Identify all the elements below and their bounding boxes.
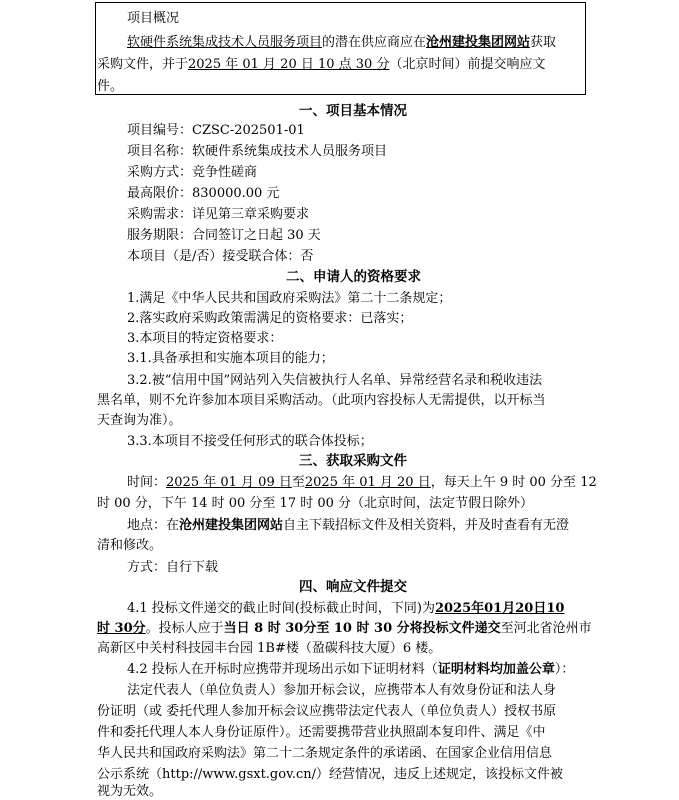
s4-p2-line: 公示系统（http://www.gsxt.gov.cn/）经营情况，违反上述规定，该投标文件被 (97, 767, 564, 782)
s3-place-line: 地点：在沧州建投集团网站自主下载招标文件及相关资料，并及时查看有无澄 (127, 518, 570, 533)
s1-item: 最高限价：830000.00 元 (127, 186, 280, 201)
s2-line: 3.1.具备承担和实施本项目的能力； (127, 351, 334, 366)
overview-project-name: 软硬件系统集成技术人员服务项目 (127, 35, 323, 50)
s1-item: 本项目（是/否）接受联合体：否 (127, 249, 314, 264)
section-2-heading: 二、申请人的资格要求 (286, 269, 421, 285)
overview-line-2: 采购文件，并于2025 年 01 月 20 日 10 点 30 分（北京时间）前提交响应文 (97, 57, 546, 72)
s4-p2-line: 视为无效。 (97, 784, 163, 799)
s2-line: 2.落实政府采购政策需满足的资格要求：已落实； (127, 311, 413, 326)
s4-deadline: 2025年01月20日10 (434, 601, 565, 616)
s1-item: 项目编号：CZSC-202501-01 (127, 123, 305, 138)
overview-site-link[interactable]: 沧州建投集团网站 (426, 35, 531, 50)
s2-line: 黑名单，则不允许参加本项目采购活动。（此项内容投标人无需提供，以开标当 (97, 393, 546, 408)
s4-p2-line: 件和委托代理人本人身份证原件）。还需要携带营业执照副本复印件、满足《中 (97, 725, 546, 740)
s1-item: 服务期限：合同签订之日起 30 天 (127, 228, 321, 243)
s3-time-line-2: 时 00 分，下午 14 时 00 分至 17 时 00 分（北京时间，法定节假日除外） (97, 496, 534, 511)
s3-method: 方式：自行下载 (127, 560, 219, 575)
s4-p2-line: 华人民共和国政府采购法》第二十二条规定条件的承诺函、在国家企业信用信息 (97, 746, 553, 761)
s2-line: 1.满足《中华人民共和国政府采购法》第二十二条规定； (127, 291, 452, 306)
s1-item: 采购方式：竞争性磋商 (127, 165, 258, 180)
s4-p1-line-1: 4.1 投标文件递交的截止时间(投标截止时间，下同)为2025年01月20日10 (127, 601, 565, 616)
overview-line-1: 软硬件系统集成技术人员服务项目的潜在供应商应在沧州建投集团网站获取 (127, 35, 557, 50)
s4-p1-line-3: 高新区中关村科技园丰台园 1B#楼（盈碳科技大厦）6 楼。 (97, 641, 442, 656)
s4-seal-note: 证明材料均加盖公章 (437, 662, 555, 677)
s1-item: 项目名称：软硬件系统集成技术人员服务项目 (127, 144, 388, 159)
s4-p1-line-2: 时 30分。投标人应于当日 8 时 30分至 10 时 30 分将投标文件递交至河北省沧州市 (97, 621, 592, 636)
s4-p2-line: 份证明（或 委托代理人参加开标会议应携带法定代表人（单位负责人）授权书原 (97, 704, 557, 719)
overview-deadline: 2025 年 01 月 20 日 10 点 30 分 (188, 57, 390, 72)
section-4-heading: 四、响应文件提交 (299, 579, 407, 595)
s2-line: 天查询为准）。 (97, 413, 182, 428)
overview-title: 项目概况 (127, 11, 180, 26)
overview-line-3: 件。 (97, 79, 124, 94)
s4-p2-line-1: 4.2 投标人在开标时应携带并现场出示如下证明材料（证明材料均加盖公章）： (127, 662, 575, 677)
s4-p2-line: 法定代表人（单位负责人）参加开标会议，应携带本人有效身份证和法人身 (127, 683, 557, 698)
s3-place-line-2: 清和修改。 (97, 538, 163, 553)
s2-line: 3.2.被“信用中国”网站列入失信被执行人名单、异常经营名录和税收违法 (127, 373, 543, 388)
section-3-heading: 三、获取采购文件 (299, 453, 407, 469)
s4-deadline-2: 时 30分 (97, 621, 146, 636)
s3-time-line: 时间：2025 年 01 月 09 日至2025 年 01 月 20 日，每天上午 9 时 00 分至 12 (127, 475, 597, 490)
section-1-heading: 一、项目基本情况 (299, 103, 407, 119)
s4-submit-window: 当日 8 时 30分至 10 时 30 分将投标文件递交 (223, 621, 501, 636)
s3-date-end: 2025 年 01 月 20 日 (304, 475, 431, 490)
s2-line: 3.本项目的特定资格要求： (127, 331, 283, 346)
s3-date-start: 2025 年 01 月 09 日 (166, 475, 292, 490)
s1-item: 采购需求：详见第三章采购要求 (127, 207, 310, 222)
s2-line: 3.3.本项目不接受任何形式的联合体投标； (127, 434, 373, 449)
s3-site-link[interactable]: 沧州建投集团网站 (179, 518, 284, 533)
